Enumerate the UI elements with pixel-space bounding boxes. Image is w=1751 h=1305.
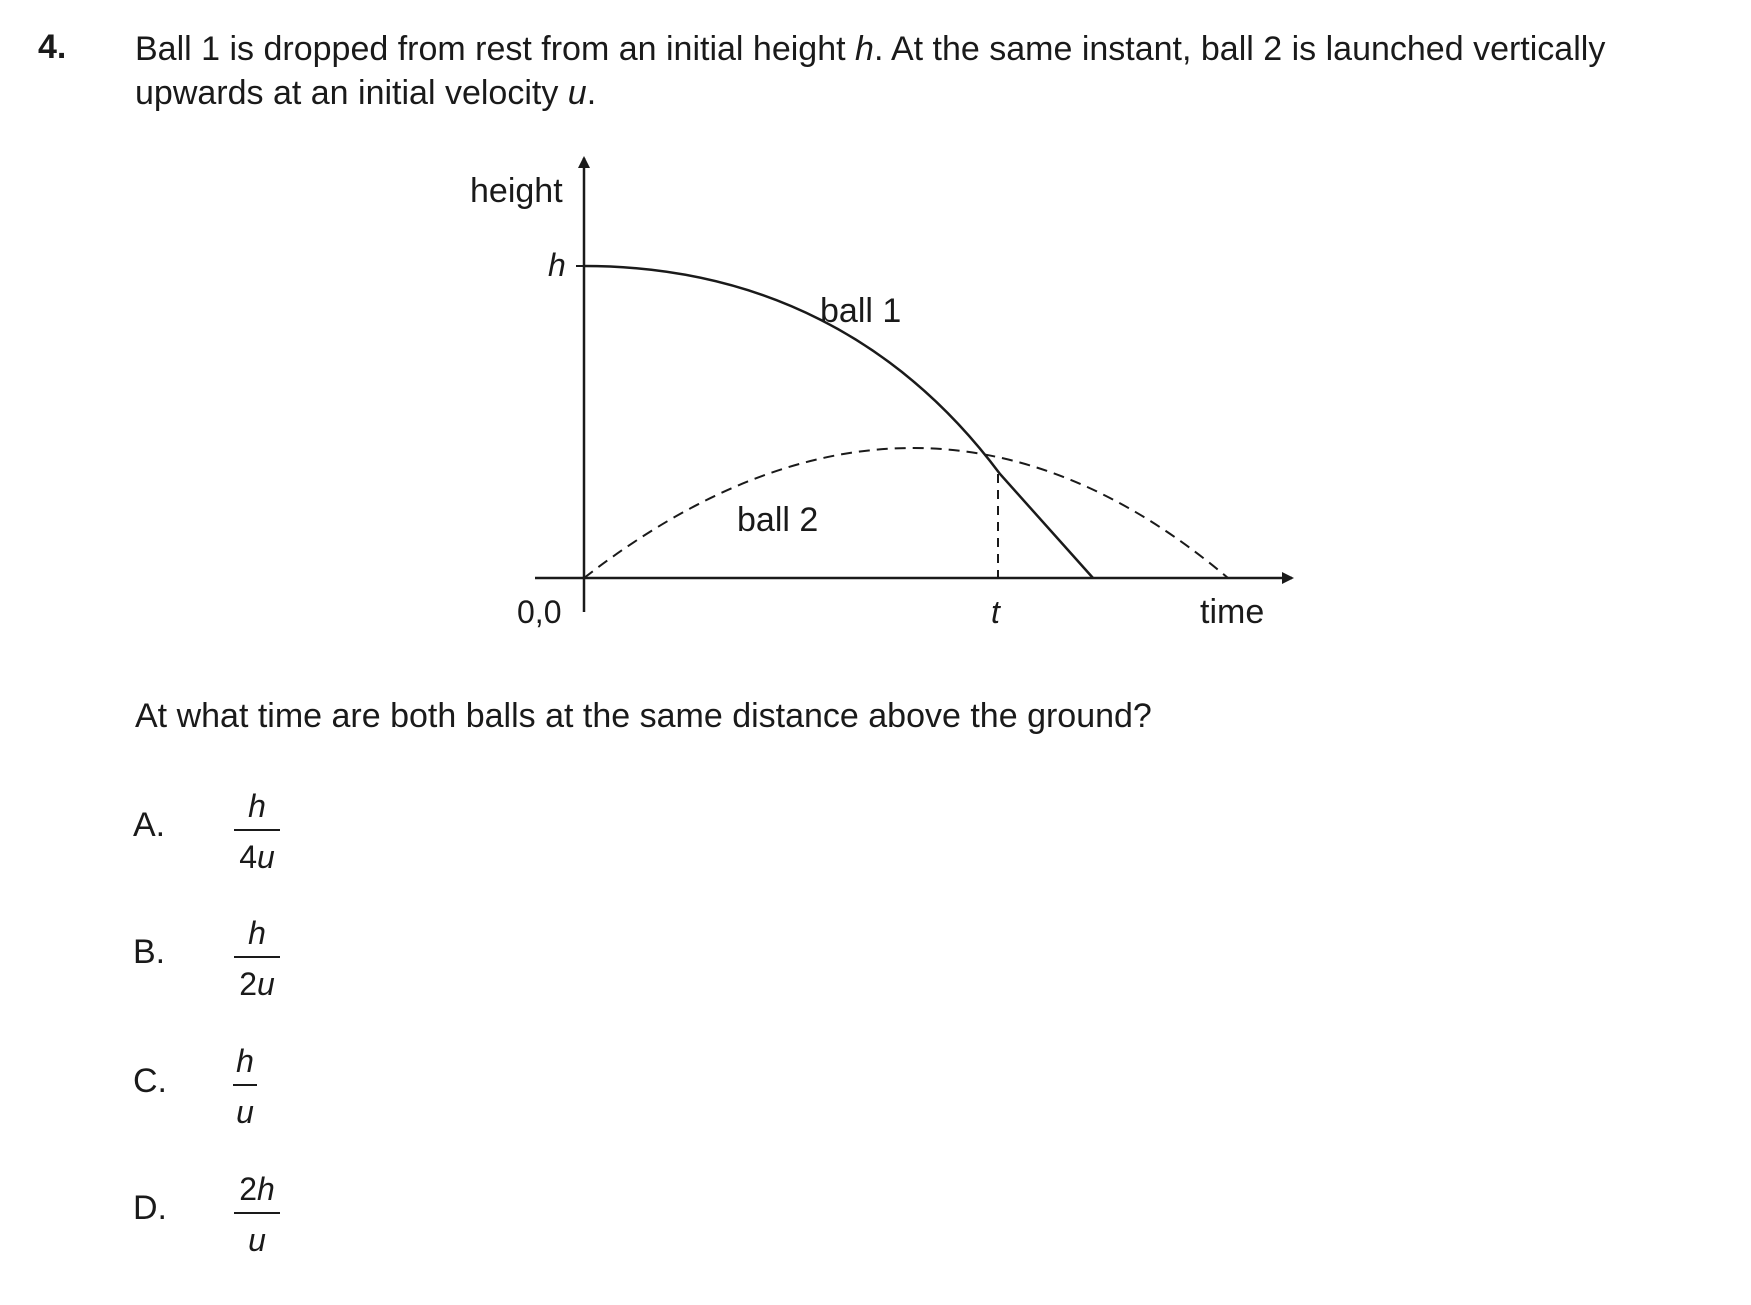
origin-label: 0,0	[517, 594, 562, 630]
option-a-fraction-bar	[234, 829, 280, 831]
y-axis-label: height	[470, 172, 563, 210]
option-b-fraction	[234, 913, 280, 1004]
ball-2-curve	[584, 448, 1228, 578]
option-b-letter: B.	[133, 933, 166, 971]
option-a-denominator: 4u	[239, 839, 275, 875]
option-d-fraction	[234, 1169, 280, 1260]
option-b-fraction-bar	[234, 956, 280, 958]
option-d-letter: D.	[133, 1189, 167, 1227]
stem-part-1: Ball 1 is dropped from rest from an initial height	[135, 30, 856, 68]
ball-2-label: ball 2	[737, 501, 819, 539]
option-c-denominator: u	[236, 1094, 254, 1130]
stem-variable-u: u	[567, 74, 587, 112]
option-c-letter: C.	[133, 1062, 167, 1100]
h-tick-label: h	[548, 247, 566, 283]
option-a-fraction	[234, 786, 280, 877]
option-b-numerator: h	[248, 915, 266, 951]
ball-1-label: ball 1	[820, 292, 902, 330]
t-tick-label: t	[991, 594, 1000, 630]
option-d-fraction-bar	[234, 1212, 280, 1214]
option-a-letter: A.	[133, 806, 166, 844]
stem-part-2: . At the same instant, ball 2 is launched vertically upwards at an initial velocity	[135, 30, 1606, 112]
option-c-fraction	[233, 1041, 257, 1132]
question-ask: At what time are both balls at the same distance above the ground?	[135, 697, 1152, 735]
x-axis-label: time	[1200, 593, 1265, 631]
option-a-numerator: h	[248, 788, 266, 824]
option-d-denominator: u	[248, 1222, 266, 1258]
option-c-numerator: h	[236, 1043, 254, 1079]
stem-part-3: .	[586, 74, 597, 112]
option-b-denominator: 2u	[239, 966, 275, 1002]
option-d-numerator: 2h	[239, 1171, 275, 1207]
option-c-fraction-bar	[233, 1084, 257, 1086]
question-number: 4.	[38, 28, 67, 66]
stem-variable-h: h	[855, 30, 874, 68]
